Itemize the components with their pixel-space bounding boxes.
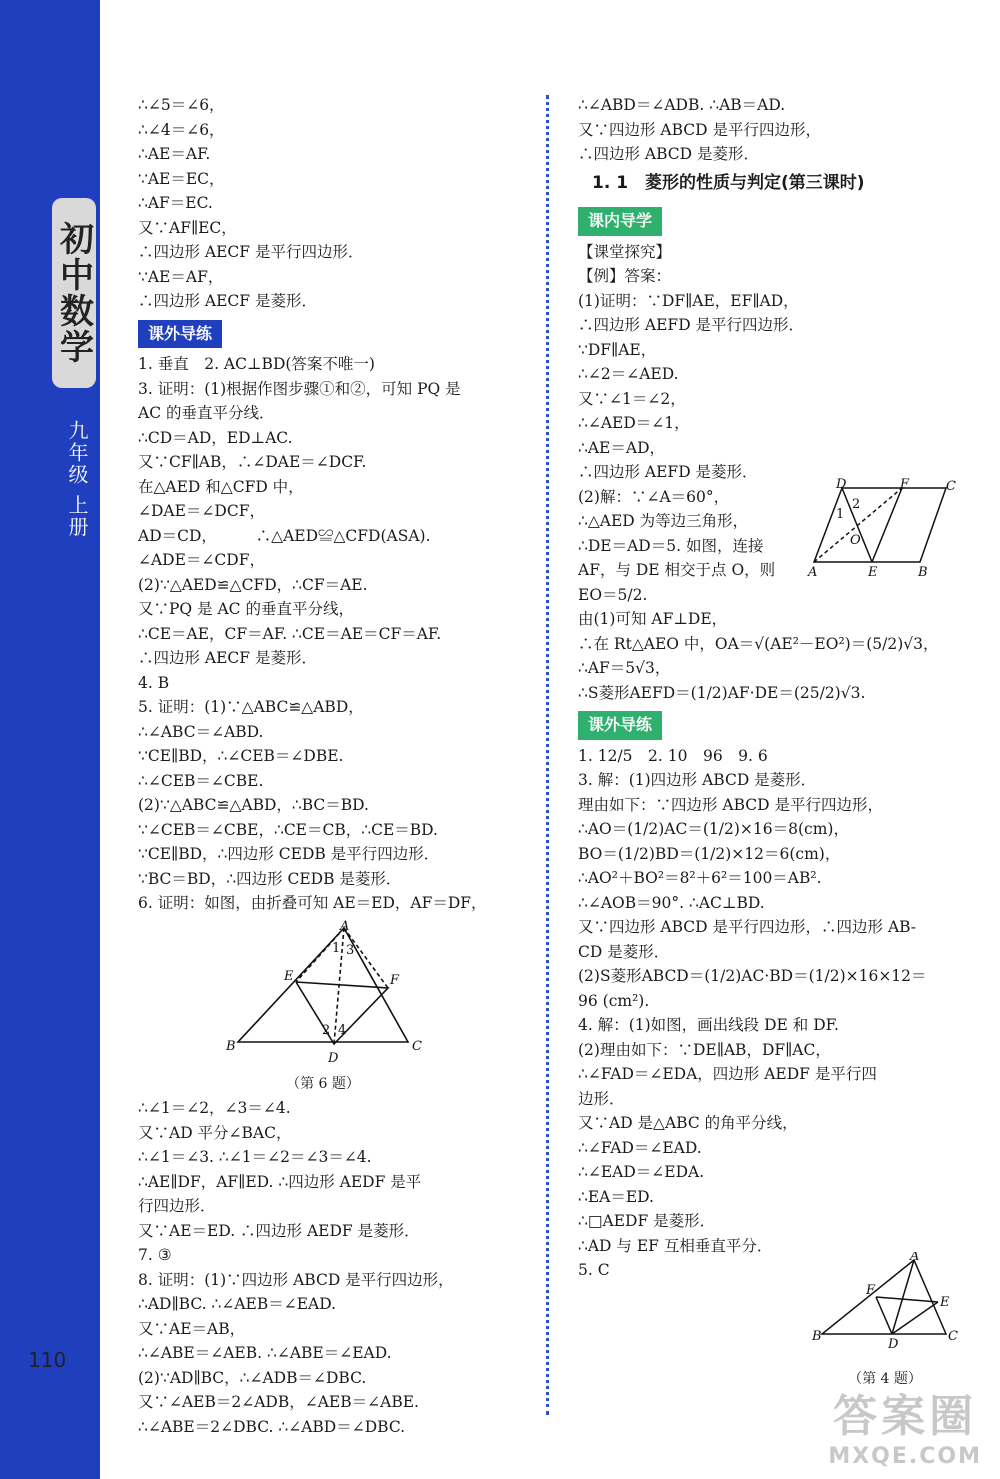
text-line: ∴∠FAD＝∠EAD. xyxy=(578,1138,702,1157)
text-line: 5. C xyxy=(578,1261,610,1279)
text-line: ∴∠AED＝∠1， xyxy=(578,414,690,432)
fig6-label: 2 xyxy=(322,1022,331,1038)
fig6-label: F xyxy=(390,972,400,988)
grade-label: 九年级 上册 xyxy=(65,420,89,539)
text-line: ∴∠ABC＝∠ABD. xyxy=(138,722,264,741)
text-line: ∴四边形 AEFD 是菱形． xyxy=(578,463,758,481)
text-line: ∴□AEDF 是菱形． xyxy=(578,1212,716,1230)
text-line: ∴AO＝(1/2)AC＝(1/2)×16＝8(cm)， xyxy=(578,820,849,838)
text-line: ∵CE∥BD，∴∠CEB＝∠DBE. xyxy=(138,747,344,765)
fig6-label: B xyxy=(226,1038,236,1054)
text-line: 又∵AF∥EC， xyxy=(138,218,237,237)
column-divider xyxy=(546,95,549,1415)
left-column xyxy=(138,93,533,1439)
text-line: ∴∠AOB＝90°. ∴AC⊥BD. xyxy=(578,893,765,912)
badge-inclass: 课内导学 xyxy=(578,207,662,236)
text-line: 又∵AD 是△ABC 的角平分线， xyxy=(578,1114,798,1132)
fig4-label: C xyxy=(948,1329,958,1344)
text-line: ∴∠EAD＝∠EDA. xyxy=(578,1163,705,1181)
text-line: 5. 证明：(1)∵△ABC≌△ABD， xyxy=(138,698,364,716)
text-line: ∴∠1＝∠2，∠3＝∠4. xyxy=(138,1099,291,1117)
text-line: ∴CD＝AD，ED⊥AC. xyxy=(138,428,293,447)
fig4-ed xyxy=(892,1302,938,1334)
text-line: ∴∠ABD＝∠ADB. ∴AB＝AD. xyxy=(578,96,786,114)
text-line: ∴AE＝AD， xyxy=(578,438,665,457)
badge-homework-2: 课外导练 xyxy=(578,711,662,740)
text-line: (2)S菱形ABCD＝(1/2)AC·BD＝(1/2)×16×12＝ xyxy=(578,967,927,985)
text-line: ∴四边形 AEFD 是平行四边形． xyxy=(578,316,805,334)
watermark-url: MXQE.COM xyxy=(828,1444,982,1469)
text-line: ∴∠ABE＝∠AEB. ∴∠ABE＝∠EAD. xyxy=(138,1344,392,1362)
figex-label: F xyxy=(900,478,910,492)
text-line: ∴AE∥DF，AF∥ED. ∴四边形 AEDF 是平 xyxy=(138,1172,422,1191)
fig6-dashed-af xyxy=(344,928,388,988)
text-line: ∴∠4＝∠6， xyxy=(138,120,225,139)
text-line: (1)证明：∵DF∥AE，EF∥AD， xyxy=(578,291,799,310)
text-line: 又∵AE＝ED. ∴四边形 AEDF 是菱形． xyxy=(138,1221,420,1240)
right-column xyxy=(578,93,978,1283)
text-line: ∵∠CEB＝∠CBE，∴CE＝CB，∴CE＝BD. xyxy=(138,820,438,839)
text-line: AF，与 DE 相交于点 O，则 xyxy=(578,561,776,579)
section-title: 1. 1 菱形的性质与判定(第三课时) xyxy=(592,172,865,193)
text-line: 又∵PQ 是 AC 的垂直平分线， xyxy=(138,600,354,618)
text-line: 边形． xyxy=(578,1089,625,1108)
text-line: 【课堂探究】 xyxy=(578,242,672,261)
text-line: ∴四边形 ABCD 是菱形． xyxy=(578,145,760,163)
text-line: ∴△AED 为等边三角形， xyxy=(578,512,749,530)
text-line: AD＝CD， ∴△AED≌△CFD(ASA). xyxy=(138,526,431,545)
figex-label: E xyxy=(868,565,878,578)
text-line: (2)∵AD∥BC，∴∠ADB＝∠DBC. xyxy=(138,1368,367,1387)
left-mid-lines xyxy=(138,352,533,916)
text-line: ∴AD∥BC. ∴∠AEB＝∠EAD. xyxy=(138,1295,337,1313)
fig4-fd xyxy=(876,1297,892,1334)
fig6-label: 1 xyxy=(332,940,341,956)
text-line: 又∵∠1＝∠2， xyxy=(578,389,686,408)
page-number: 110 xyxy=(28,1348,67,1372)
text-line: ∵CE∥BD，∴四边形 CEDB 是平行四边形． xyxy=(138,845,440,863)
figure-example-svg xyxy=(806,478,966,578)
text-line: (2)解：∵∠A＝60°， xyxy=(578,487,730,506)
text-line: ∵AE＝EC， xyxy=(138,169,225,188)
text-line: 又∵四边形 ABCD 是平行四边形，∴四边形 AB- xyxy=(578,918,917,936)
figure-4-caption: （第 4 题） xyxy=(848,1371,922,1387)
text-line: 由(1)可知 AF⊥DE， xyxy=(578,610,728,628)
text-line: EO＝5/2. xyxy=(578,585,648,604)
text-line: 3. 解：(1)四边形 ABCD 是菱形． xyxy=(578,771,817,789)
text-line: 4. 解：(1)如图，画出线段 DE 和 DF. xyxy=(578,1016,839,1034)
figure-4 xyxy=(810,1252,960,1387)
text-line: (2)∵△AED≌△CFD，∴CF＝AE. xyxy=(138,575,368,594)
text-line: ∴DE＝AD＝5. 如图，连接 xyxy=(578,536,764,555)
text-line: 又∵AD 平分∠BAC， xyxy=(138,1123,292,1142)
text-line: ∴∠ABE＝2∠DBC. ∴∠ABD＝∠DBC. xyxy=(138,1417,406,1436)
text-line: 又∵CF∥AB，∴∠DAE＝∠DCF. xyxy=(138,453,367,471)
figex-parallelogram xyxy=(814,488,946,562)
text-line: CD 是菱形． xyxy=(578,942,670,961)
fig4-label: A xyxy=(910,1252,920,1264)
figure-6 xyxy=(218,920,428,1097)
text-line: 8. 证明：(1)∵四边形 ABCD 是平行四边形， xyxy=(138,1270,454,1289)
text-line: ∴EA＝ED. xyxy=(578,1187,654,1206)
right-b-lines xyxy=(578,744,978,1283)
fig6-label: E xyxy=(284,968,294,984)
figex-label: B xyxy=(918,565,928,578)
text-line: 行四边形． xyxy=(138,1197,216,1215)
text-line: ∴四边形 AECF 是菱形． xyxy=(138,649,317,667)
text-line: ∴∠2＝∠AED. xyxy=(578,365,679,383)
fig6-label: A xyxy=(340,919,350,934)
text-line: (2)∵△ABC≌△ABD，∴BC＝BD. xyxy=(138,796,369,814)
figex-label: C xyxy=(946,479,956,494)
text-line: 在△AED 和△CFD 中， xyxy=(138,477,304,496)
text-line: (2)理由如下：∵DE∥AB，DF∥AC， xyxy=(578,1040,831,1059)
fig4-fe xyxy=(876,1297,938,1302)
text-line: 7. ③ xyxy=(138,1246,172,1264)
left-bottom-lines xyxy=(138,1096,533,1439)
right-a-lines xyxy=(578,240,978,706)
figex-label: A xyxy=(808,565,818,578)
text-line: ∴∠FAD＝∠EDA，四边形 AEDF 是平行四 xyxy=(578,1065,877,1083)
text-line: 理由如下：∵四边形 ABCD 是平行四边形， xyxy=(578,795,884,814)
book-title-box xyxy=(52,198,96,388)
text-line: ∴AF＝EC. xyxy=(138,194,213,212)
figure-example xyxy=(806,478,966,578)
fig4-label: D xyxy=(888,1337,899,1352)
text-line: 又∵AE＝AB， xyxy=(138,1319,246,1338)
text-line: 4. B xyxy=(138,673,170,692)
text-line: ∵DF∥AE， xyxy=(578,340,657,359)
text-line: BO＝(1/2)BD＝(1/2)×12＝6(cm)， xyxy=(578,844,841,863)
fig4-label: B xyxy=(812,1329,822,1344)
figex-label: O xyxy=(850,533,861,548)
text-line: 又∵∠AEB＝2∠ADB，∠AEB＝∠ABE. xyxy=(138,1393,419,1411)
text-line: ∵BC＝BD，∴四边形 CEDB 是菱形． xyxy=(138,869,402,888)
text-line: ∴AF＝5√3， xyxy=(578,659,671,677)
figex-ef xyxy=(872,488,902,562)
text-line: ∴AO²＋BO²＝8²＋6²＝100＝AB². xyxy=(578,869,822,887)
fig4-label: F xyxy=(866,1283,876,1298)
text-line: 【例】答案： xyxy=(578,267,672,285)
watermark-text: 答案圈 xyxy=(833,1391,978,1442)
fig6-label: 4 xyxy=(338,1022,347,1038)
fig6-label: D xyxy=(328,1050,339,1066)
figex-label: D xyxy=(836,478,847,492)
text-line: 3. 证明：(1)根据作图步骤①和②，可知 PQ 是 xyxy=(138,379,461,398)
text-line: AC 的垂直平分线． xyxy=(138,404,275,422)
watermark xyxy=(828,1380,982,1469)
figure-6-svg xyxy=(218,920,428,1070)
text-line: ∴CE＝AE，CF＝AF. ∴CE＝AE＝CF＝AF. xyxy=(138,624,442,643)
text-line: ∴AE＝AF. xyxy=(138,145,211,163)
text-line: 1. 12/5 2. 10 96 9. 6 xyxy=(578,746,768,765)
text-line: ∴∠1＝∠3. ∴∠1＝∠2＝∠3＝∠4. xyxy=(138,1148,372,1166)
text-line: ∵AE＝AF， xyxy=(138,267,224,286)
figex-label: 2 xyxy=(852,497,861,512)
text-line: 96 (cm²). xyxy=(578,991,650,1010)
text-line: 1. 垂直 2. AC⊥BD(答案不唯一) xyxy=(138,355,375,373)
text-line: ∴AD 与 EF 互相垂直平分． xyxy=(578,1236,773,1255)
fig6-label: 3 xyxy=(346,942,355,958)
book-title: 初中数学 xyxy=(53,221,94,365)
figure-4-svg xyxy=(810,1252,960,1362)
text-line: 6. 证明：如图，由折叠可知 AE＝ED，AF＝DF， xyxy=(138,894,487,912)
text-line: ∴S菱形AEFD＝(1/2)AF·DE＝(25/2)√3. xyxy=(578,683,866,702)
text-line: ∴∠5＝∠6， xyxy=(138,96,225,114)
badge-homework: 课外导练 xyxy=(138,320,222,349)
text-line: ∴∠CEB＝∠CBE. xyxy=(138,771,264,790)
text-line: 又∵四边形 ABCD 是平行四边形， xyxy=(578,120,822,139)
text-line: ∴四边形 AECF 是菱形． xyxy=(138,292,317,310)
figure-6-caption: （第 6 题） xyxy=(286,1075,360,1092)
left-top-lines xyxy=(138,93,533,314)
text-line: ∴在 Rt△AEO 中，OA＝√(AE²－EO²)＝(5/2)√3， xyxy=(578,634,939,653)
text-line: ∴四边形 AECF 是平行四边形． xyxy=(138,243,364,261)
text-line: ∠ADE＝∠CDF， xyxy=(138,551,265,569)
figex-label: 1 xyxy=(836,507,845,522)
text-line: ∠DAE＝∠DCF， xyxy=(138,502,265,520)
fig4-label: E xyxy=(940,1295,950,1310)
fig4-ad xyxy=(892,1260,914,1334)
fig6-label: C xyxy=(412,1038,422,1054)
right-top-lines xyxy=(578,93,978,167)
